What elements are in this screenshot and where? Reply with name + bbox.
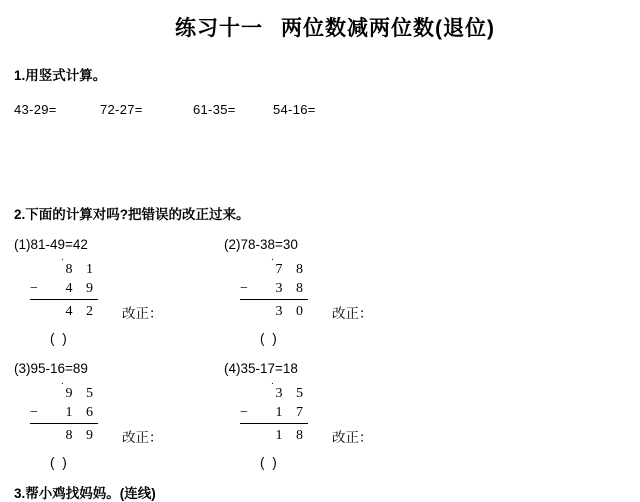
borrow-dot-icon: ٠ (270, 254, 275, 264)
minus-sign-icon: − (240, 281, 248, 296)
problem-expression: 95-16=89 (30, 361, 88, 376)
problem-number: (1) (14, 237, 31, 252)
minus-sign-icon: − (240, 405, 248, 420)
answer-paren[interactable]: ( ) (50, 331, 69, 346)
page-title (0, 12, 640, 42)
result-value: 8 9 (65, 428, 98, 443)
borrow-dot-icon: ٠ (60, 378, 65, 388)
borrow-dot-icon: ٠ (60, 254, 65, 264)
result-value: 4 2 (65, 304, 98, 319)
minuend-value: 9 5 (65, 386, 98, 401)
minuend-row (256, 378, 310, 403)
minuend-row (46, 254, 100, 279)
answer-paren[interactable]: ( ) (260, 331, 279, 346)
minuend-value: 8 1 (65, 262, 98, 277)
problem-item-2 (224, 237, 373, 346)
problem-equation (224, 361, 310, 376)
problem-item-1 (14, 237, 163, 346)
worksheet-page (0, 12, 640, 501)
problem-equation (14, 237, 100, 252)
calculation-bar (240, 423, 308, 424)
problem-number: (3) (14, 361, 31, 376)
minuend-value: 7 8 (275, 262, 308, 277)
vertical-calculation (240, 378, 373, 445)
problem-number: (2) (224, 237, 241, 252)
problem-item-3 (14, 361, 163, 470)
vertical-calculation (30, 378, 163, 445)
subtrahend-row (30, 279, 100, 298)
correction-label: 改正： (332, 306, 373, 321)
expression-3: 61-35= (193, 102, 236, 117)
page-title-main: 练习十一 (175, 17, 263, 40)
minuend-value: 3 5 (275, 386, 308, 401)
problem-expression: 81-49=42 (30, 237, 88, 252)
subtrahend-row (240, 279, 310, 298)
subtrahend-row (240, 403, 310, 422)
subtrahend-value: 1 6 (65, 405, 98, 420)
problem-item-4 (224, 361, 373, 470)
result-value: 1 8 (275, 428, 308, 443)
correction-label: 改正： (122, 430, 163, 445)
minus-sign-icon: − (30, 405, 38, 420)
question-1-heading: 1.用竖式计算。 (14, 68, 107, 83)
answer-paren[interactable]: ( ) (50, 455, 69, 470)
subtrahend-row (30, 403, 100, 422)
borrow-dot-icon: ٠ (270, 378, 275, 388)
problem-number: (4) (224, 361, 241, 376)
question-1-expressions (14, 102, 640, 117)
vertical-calculation (240, 254, 373, 321)
calculation-bar (30, 299, 98, 300)
question-2-problems (14, 237, 640, 485)
vertical-calculation (30, 254, 163, 321)
subtrahend-value: 3 8 (275, 281, 308, 296)
result-value: 3 0 (275, 304, 308, 319)
correction-label: 改正： (332, 430, 373, 445)
question-2-heading: 2.下面的计算对吗?把错误的改正过来。 (14, 207, 250, 222)
page-title-sub: 两位数减两位数(退位) (281, 17, 495, 40)
subtrahend-value: 4 9 (65, 281, 98, 296)
correction-label: 改正： (122, 306, 163, 321)
expression-2: 72-27= (100, 102, 143, 117)
problem-row (14, 237, 640, 361)
calculation-bar (30, 423, 98, 424)
problem-expression: 35-17=18 (240, 361, 298, 376)
expression-4: 54-16= (273, 102, 316, 117)
minuend-row (256, 254, 310, 279)
minuend-row (46, 378, 100, 403)
answer-paren[interactable]: ( ) (260, 455, 279, 470)
expression-1: 43-29= (14, 102, 57, 117)
problem-equation (14, 361, 100, 376)
problem-row (14, 361, 640, 485)
problem-expression: 78-38=30 (240, 237, 298, 252)
subtrahend-value: 1 7 (275, 405, 308, 420)
minus-sign-icon: − (30, 281, 38, 296)
problem-equation (224, 237, 310, 252)
question-3-heading: 3.帮小鸡找妈妈。(连线) (14, 486, 156, 501)
calculation-bar (240, 299, 308, 300)
